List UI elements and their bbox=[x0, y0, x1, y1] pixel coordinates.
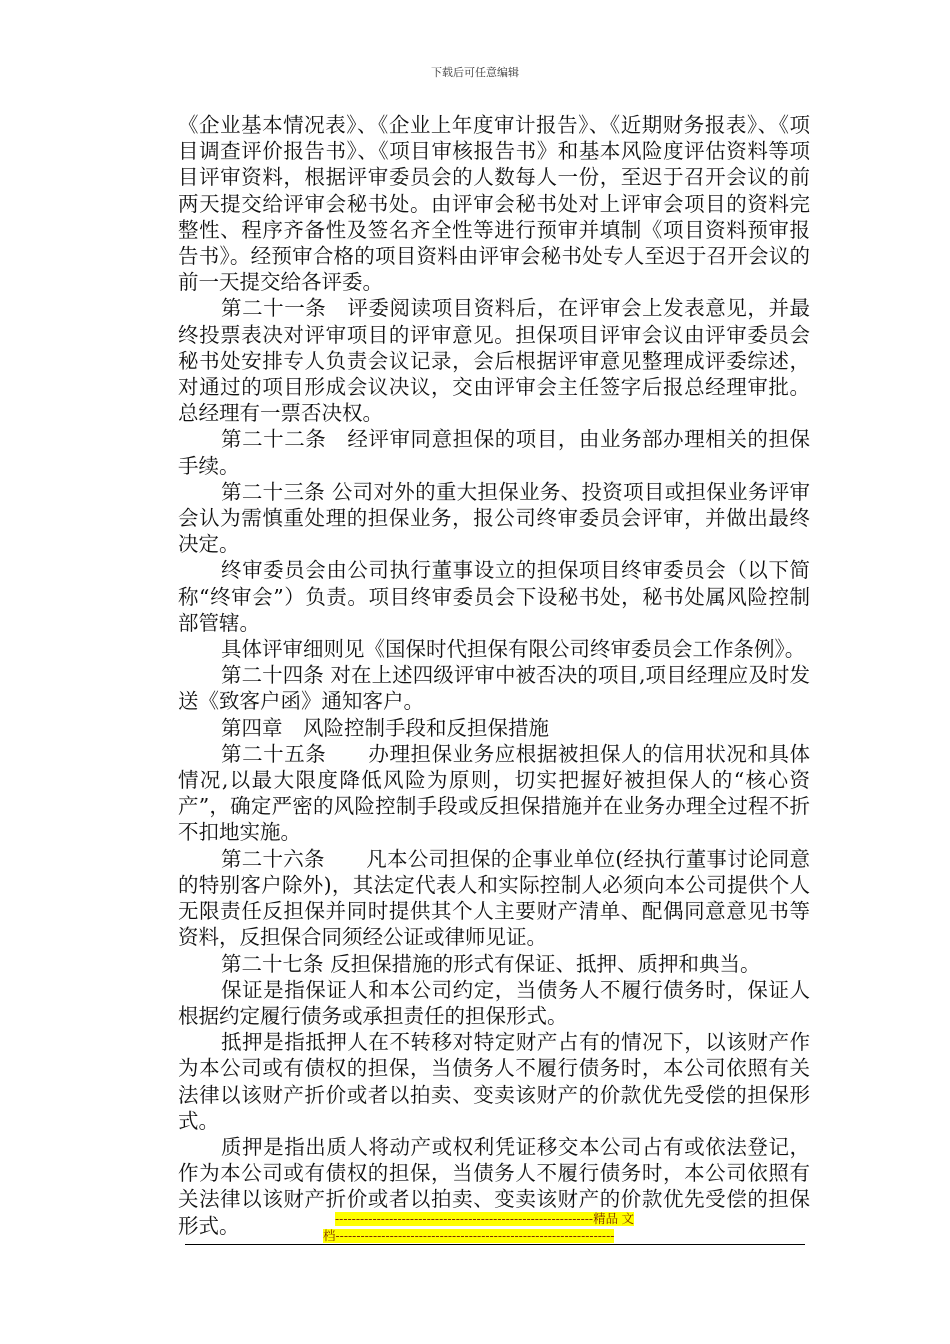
footer-line-1: --------------------------------------------------------------精品 文 bbox=[335, 1212, 635, 1226]
paragraph: 终审委员会由公司执行董事设立的担保项目终审委员会（以下简称“终审会”）负责。项目终审委员会下设秘书处，秘书处属风险控制部管辖。 bbox=[178, 558, 810, 635]
article-22: 第二十二条 经评审同意担保的项目，由业务部办理相关的担保手续。 bbox=[178, 427, 810, 478]
article-21: 第二十一条 评委阅读项目资料后，在评审会上发表意见，并最终投票表决对评审项目的评审意见。担保项目评审会议由评审委员会秘书处安排专人负责会议记录，会后根据评审意见整理成评委综述，对通过的项目形成会议决议，交由评审会主任签字后报总经理审批。总经理有一票否决权。 bbox=[178, 296, 810, 426]
paragraph: 质押是指出质人将动产或权利凭证移交本公司占有或依法登记，作为本公司或有债权的担保，当债务人不履行债务时，本公司依照有关法律以该财产折价或者以拍卖、变卖该财产的价款优先受偿的担保形式。 bbox=[178, 1134, 810, 1238]
paragraph: 抵押是指抵押人在不转移对特定财产占有的情况下，以该财产作为本公司或有债权的担保，当债务人不履行债务时，本公司依照有关法律以该财产折价或者以拍卖、变卖该财产的价款优先受偿的担保形式。 bbox=[178, 1030, 810, 1133]
paragraph: 《企业基本情况表》、《企业上年度审计报告》、《近期财务报表》、《项目调查评价报告书》、《项目审核报告书》和基本风险度评估资料等项目评审资料，根据评审委员会的人数每人一份，至迟于召开会议的前两天提交给评审会秘书处。由评审会秘书处对上评审会项目的资料完整性、程序齐备性及签名齐全性等进行预审并填制《项目资料预审报告书》。经预审合格的项目资料由评审会秘书处专人至迟于召开会议的前一天提交给各评委。 bbox=[178, 113, 810, 295]
paragraph: 保证是指保证人和本公司约定，当债务人不履行债务时，保证人根据约定履行债务或承担责任的担保形式。 bbox=[178, 977, 810, 1028]
page-header: 下载后可任意编辑 bbox=[431, 66, 519, 79]
article-24: 第二十四条 对在上述四级评审中被否决的项目,项目经理应及时发送《致客户函》通知客户。 bbox=[178, 663, 810, 714]
article-23: 第二十三条 公司对外的重大担保业务、投资项目或担保业务评审会认为需慎重处理的担保业务，报公司终审委员会评审，并做出最终决定。 bbox=[178, 479, 810, 557]
paragraph: 具体评审细则见《国保时代担保有限公司终审委员会工作条例》。 bbox=[221, 637, 806, 662]
article-27: 第二十七条 反担保措施的形式有保证、抵押、质押和典当。 bbox=[221, 951, 761, 976]
article-25: 第二十五条 办理担保业务应根据被担保人的信用状况和具体情况,以最大限度降低风险为原则，切实把握好被担保人的“核心资产”，确定严密的风险控制手段或反担保措施并在业务办理全过程不折不扣地实施。 bbox=[178, 741, 810, 845]
article-26: 第二十六条 凡本公司担保的企事业单位(经执行董事讨论同意的特别客户除外)，其法定代表人和实际控制人必须向本公司提供个人无限责任反担保并同时提供其个人主要财产清单、配偶同意意见书等资料，反担保合同须经公证或律师见证。 bbox=[178, 846, 810, 950]
footer-line-2: 档------------------------------------------------------------------- bbox=[323, 1229, 615, 1243]
page-footer bbox=[323, 1211, 673, 1245]
chapter-heading: 第四章 风险控制手段和反担保措施 bbox=[221, 715, 550, 740]
document-body bbox=[178, 112, 810, 1239]
footer-rule bbox=[185, 1244, 805, 1245]
